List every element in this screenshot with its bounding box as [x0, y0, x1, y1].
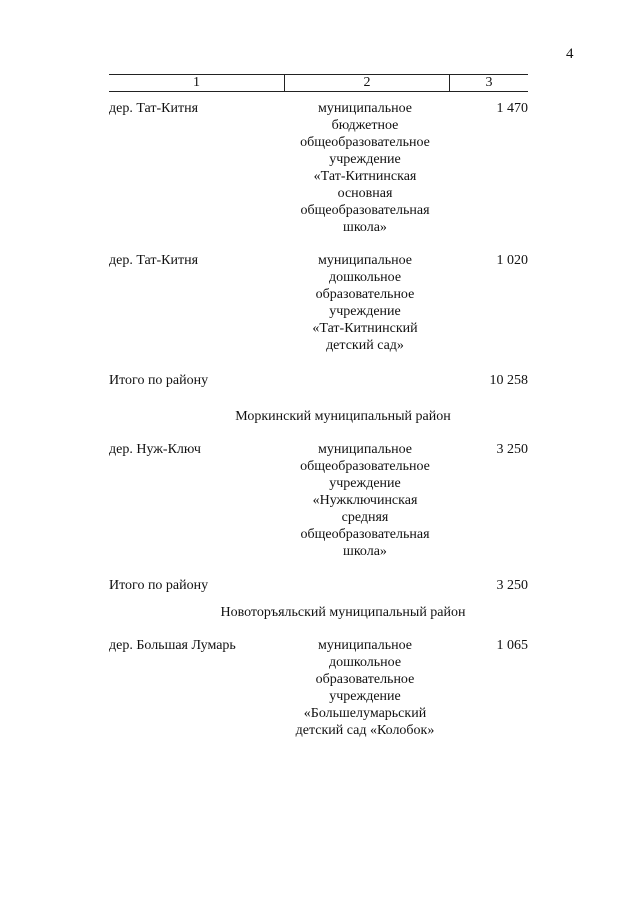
institution-cell	[270, 252, 460, 354]
institution-cell	[270, 637, 460, 739]
locality-cell: дер. Нуж-Ключ	[109, 442, 201, 457]
total-value: 10 258	[489, 373, 528, 388]
locality-cell: дер. Тат-Китня	[109, 101, 199, 116]
locality-cell: дер. Большая Лумарь	[109, 638, 236, 653]
institution-line: муниципальное	[318, 638, 412, 653]
institution-line: «Большелумарьский	[303, 706, 427, 721]
total-label: Итого по району	[109, 373, 209, 388]
section-title: Новоторъяльский муниципальный район	[220, 605, 466, 620]
header-col-3: 3	[485, 75, 493, 90]
institution-line: общеобразовательная	[300, 203, 430, 218]
institution-line: учреждение	[329, 304, 401, 319]
page-number: 4	[566, 46, 574, 62]
institution-line: основная	[337, 186, 393, 201]
locality-cell: дер. Тат-Китня	[109, 253, 199, 268]
institution-line: детский сад «Колобок»	[295, 723, 435, 738]
value-cell: 3 250	[496, 442, 528, 457]
institution-line: учреждение	[329, 689, 401, 704]
total-label: Итого по району	[109, 578, 209, 593]
institution-line: «Тат-Китнинский	[312, 321, 418, 336]
institution-line: образовательное	[315, 672, 415, 687]
institution-cell	[270, 100, 460, 236]
total-value: 3 250	[496, 578, 528, 593]
institution-line: учреждение	[329, 476, 401, 491]
institution-line: общеобразовательное	[300, 459, 430, 474]
institution-line: детский сад»	[326, 338, 404, 353]
institution-line: средняя	[341, 510, 389, 525]
institution-line: муниципальное	[318, 442, 412, 457]
institution-line: «Нужключинская	[312, 493, 418, 508]
table-header	[109, 74, 528, 92]
institution-line: учреждение	[329, 152, 401, 167]
institution-line: дошкольное	[328, 270, 402, 285]
institution-line: бюджетное	[331, 118, 399, 133]
header-col-1: 1	[193, 75, 200, 90]
institution-cell	[270, 441, 460, 560]
institution-line: общеобразовательное	[300, 135, 430, 150]
institution-line: «Тат-Китнинская	[313, 169, 417, 184]
institution-line: муниципальное	[318, 101, 412, 116]
section-title: Моркинский муниципальный район	[235, 409, 451, 424]
header-col-2: 2	[363, 75, 371, 90]
institution-line: школа»	[343, 220, 387, 235]
institution-line: дошкольное	[328, 655, 402, 670]
value-cell: 1 470	[496, 101, 528, 116]
institution-line: муниципальное	[318, 253, 412, 268]
institution-line: общеобразовательная	[300, 527, 430, 542]
value-cell: 1 020	[496, 253, 528, 268]
institution-line: образовательное	[315, 287, 415, 302]
value-cell: 1 065	[496, 638, 528, 653]
institution-line: школа»	[343, 544, 387, 559]
